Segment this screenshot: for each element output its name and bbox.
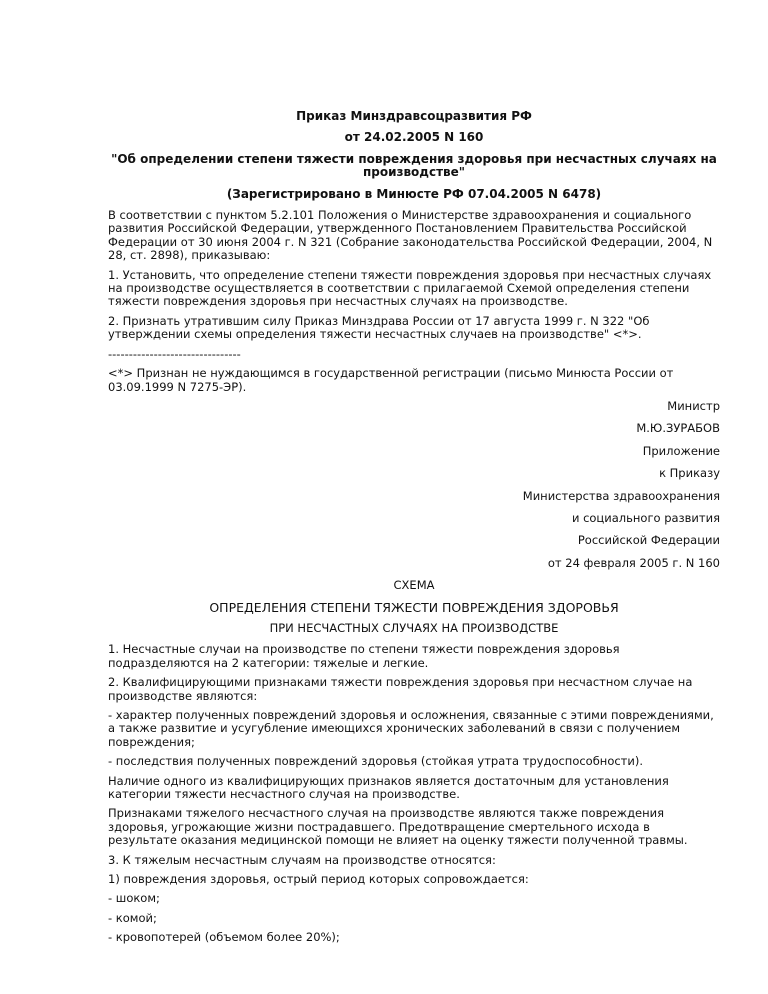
registration-note: (Зарегистрировано в Минюсте РФ 07.04.2005 N 6478) [226,186,602,201]
order-date: от 24.02.2005 N 160 [344,130,484,145]
schema-title: СХЕМА [393,578,435,593]
appendix-ref-1: к Приказу [659,466,720,481]
schema-paragraph-2: Признаками тяжелого несчастного случая на производстве являются также повреждения здоровья, угрожающие жизни пострадавшего. Предотвращение смертельного исхода в результате оказания медицинской помощи не влияет на оценку тяжести полученной травмы. [108,806,688,848]
order-subject: "Об определении степени тяжести повреждения здоровья при несчастных случаях на производстве" [111,151,717,180]
clause-2: 2. Признать утратившим силу Приказ Минздрава России от 17 августа 1999 г. N 322 "Об утверждении схемы определения тяжести несчастных случаев на производстве" <*>. [108,313,650,342]
preamble-paragraph: В соответствии с пунктом 5.2.101 Положения о Министерстве здравоохранения и социального развития Российской Федерации, утвержденного Постановлением Правительства Российской Федерации от 30 июня 2004 г. N 321 (Собрание законодательства Российской Федерации, 2004, N 28, ст. 2898), приказываю: [108,208,713,263]
schema-paragraph-1: Наличие одного из квалифицирующих признаков является достаточным для установления категории тяжести несчастного случая на производстве. [108,773,669,802]
document-content [108,110,720,951]
schema-item-1: 1. Несчастные случаи на производстве по степени тяжести повреждения здоровья подразделяются на 2 категории: тяжелые и легкие. [108,642,620,670]
footnote: <*> Признан не нуждающимся в государственной регистрации (письмо Минюста России от 03.09.1999 N 7275-ЭР). [108,366,674,394]
appendix-date: от 24 февраля 2005 г. N 160 [547,555,720,570]
signer-position: Министр [667,398,720,413]
schema-item-2: 2. Квалифицирующими признаками тяжести повреждения здоровья при несчастном случае на производстве являются: [108,675,693,703]
appendix-ref-4: Российской Федерации [577,533,720,548]
clause-1: 1. Установить, что определение степени тяжести повреждения здоровья при несчастных случаях на производстве осуществляется в соответствии с прилагаемой Схемой определения степени тяжести повреждения здоровья при несчастных случаях на производстве. [108,267,712,309]
appendix-label: Приложение [642,443,720,458]
schema-subtitle-2: ПРИ НЕСЧАСТНЫХ СЛУЧАЯХ НА ПРОИЗВОДСТВЕ [269,620,559,635]
schema-bullet-2: - последствия полученных повреждений здоровья (стойкая утрата трудоспособности). [108,754,643,769]
schema-dash-shock: - шоком; [108,891,160,906]
schema-dash-coma: - комой; [108,910,157,925]
footnote-separator: -------------------------------- [108,346,241,361]
signer-name: М.Ю.ЗУРАБОВ [636,421,720,436]
schema-item-3: 3. К тяжелым несчастным случаям на производстве относятся: [108,852,496,867]
schema-subtitle-1: ОПРЕДЕЛЕНИЯ СТЕПЕНИ ТЯЖЕСТИ ПОВРЕЖДЕНИЯ ЗДОРОВЬЯ [209,599,619,615]
order-title: Приказ Минздравсоцразвития РФ [296,109,532,123]
appendix-ref-2: Министерства здравоохранения [522,488,720,503]
schema-bullet-1: - характер полученных повреждений здоровья и осложнения, связанные с этими повреждениями, а также развитие и усугубление имеющихся хронических заболеваний в связи с получением повреждения; [108,708,714,749]
schema-subitem-1: 1) повреждения здоровья, острый период которых сопровождается: [108,872,529,887]
schema-dash-bloodloss: - кровопотерей (объемом более 20%); [108,930,340,945]
appendix-ref-3: и социального развития [571,510,720,525]
